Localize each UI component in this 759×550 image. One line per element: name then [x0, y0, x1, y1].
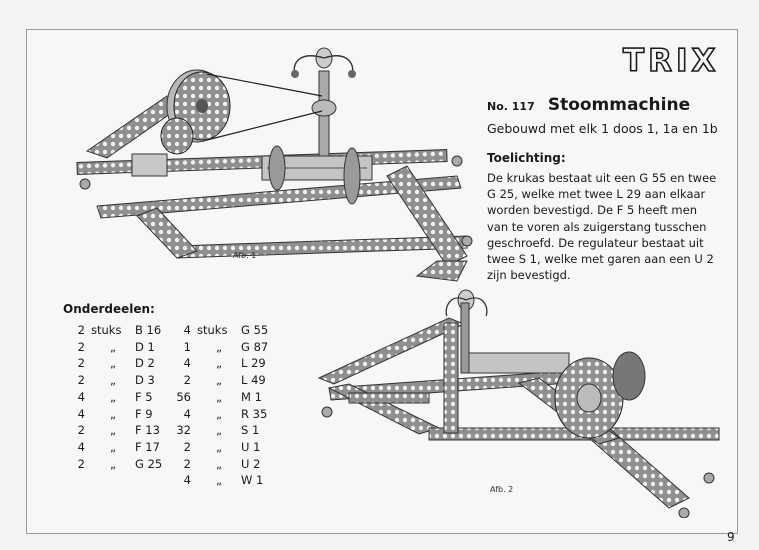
part-code: D 3 — [135, 373, 155, 388]
model-subtitle: Gebouwd met elk 1 doos 1, 1a en 1b — [487, 121, 718, 136]
part-code: G 87 — [241, 339, 269, 354]
part-ditto-mark: „ — [110, 439, 116, 454]
part-code: D 1 — [135, 339, 155, 354]
parts-row — [55, 406, 175, 423]
manual-page — [26, 29, 738, 534]
explanation-text — [487, 170, 717, 283]
part-quantity: 2 — [77, 373, 85, 388]
parts-row — [161, 406, 281, 423]
part-quantity: 4 — [183, 406, 191, 421]
part-quantity: 2 — [183, 373, 191, 388]
parts-row — [161, 472, 281, 489]
part-ditto-mark: „ — [110, 356, 116, 371]
part-ditto-mark: „ — [216, 373, 222, 388]
explanation-heading: Toelichting: — [487, 151, 566, 165]
part-code: F 17 — [135, 439, 160, 454]
part-quantity: 32 — [176, 423, 191, 438]
part-quantity: 2 — [77, 356, 85, 371]
part-quantity: 4 — [183, 473, 191, 488]
part-ditto-mark: „ — [216, 439, 222, 454]
part-code: L 49 — [241, 373, 266, 388]
model-name: Stoommachine — [547, 95, 691, 115]
part-quantity: 1 — [183, 339, 191, 354]
part-unit: stuks — [91, 323, 122, 337]
part-code: U 1 — [241, 439, 261, 454]
figure-1-caption: Afb. 1 — [233, 251, 257, 260]
part-quantity: 2 — [183, 456, 191, 471]
explanation-line: G 25, welke met twee L 29 aan elkaar — [487, 187, 706, 202]
parts-row — [55, 439, 175, 456]
explanation-line: worden bevestigd. De F 5 heeft men — [487, 203, 697, 218]
part-ditto-mark: „ — [110, 406, 116, 421]
part-code: M 1 — [241, 389, 262, 404]
part-code: W 1 — [241, 473, 264, 488]
parts-row — [55, 322, 175, 339]
part-quantity: 2 — [77, 323, 85, 337]
parts-row — [161, 389, 281, 406]
part-code: S 1 — [241, 423, 260, 438]
model-number: No. 117 — [487, 100, 535, 113]
part-ditto-mark: „ — [110, 339, 116, 354]
part-code: F 13 — [135, 423, 160, 438]
part-code: G 25 — [135, 456, 163, 471]
part-code: R 35 — [241, 406, 268, 421]
parts-row — [161, 456, 281, 473]
parts-list-title: Onderdeelen: — [63, 302, 155, 316]
part-ditto-mark: „ — [216, 356, 222, 371]
part-quantity: 2 — [77, 339, 85, 354]
parts-row — [55, 389, 175, 406]
parts-row — [161, 422, 281, 439]
parts-row — [161, 439, 281, 456]
part-ditto-mark: „ — [110, 456, 116, 471]
part-quantity: 4 — [183, 356, 191, 371]
part-quantity: 2 — [77, 423, 85, 438]
part-quantity: 4 — [77, 406, 85, 421]
explanation-line: geschroefd. De regulateur bestaat uit — [487, 235, 704, 250]
page-number: 9 — [727, 530, 735, 544]
part-code: F 5 — [135, 389, 153, 404]
part-code: G 55 — [241, 323, 269, 337]
part-code: L 29 — [241, 356, 266, 371]
parts-row — [161, 372, 281, 389]
part-code: F 9 — [135, 406, 153, 421]
parts-row — [55, 372, 175, 389]
part-ditto-mark: „ — [216, 339, 222, 354]
part-quantity: 4 — [77, 439, 85, 454]
part-unit: stuks — [197, 323, 228, 337]
part-ditto-mark: „ — [110, 423, 116, 438]
parts-row — [161, 339, 281, 356]
part-ditto-mark: „ — [216, 456, 222, 471]
parts-row — [161, 355, 281, 372]
parts-row — [55, 339, 175, 356]
trix-logo: TRIX — [623, 43, 720, 79]
parts-list-column-2 — [161, 322, 281, 489]
part-quantity: 2 — [183, 439, 191, 454]
parts-row — [55, 355, 175, 372]
part-ditto-mark: „ — [216, 473, 222, 488]
part-quantity: 4 — [77, 389, 85, 404]
part-ditto-mark: „ — [110, 373, 116, 388]
part-quantity: 2 — [77, 456, 85, 471]
part-quantity: 4 — [183, 323, 191, 337]
explanation-line: van te voren als zuigerstang tusschen — [487, 219, 707, 234]
explanation-line: zijn bevestigd. — [487, 268, 571, 283]
explanation-line: De krukas bestaat uit een G 55 en twee — [487, 171, 717, 185]
steam-engine-illustration-2 — [289, 288, 729, 518]
parts-row — [161, 322, 281, 339]
part-ditto-mark: „ — [216, 406, 222, 421]
part-ditto-mark: „ — [216, 423, 222, 438]
part-quantity: 56 — [176, 389, 191, 404]
part-ditto-mark: „ — [110, 389, 116, 404]
part-ditto-mark: „ — [216, 389, 222, 404]
parts-row — [55, 456, 175, 473]
part-code: B 16 — [135, 323, 162, 337]
parts-list-column-1 — [55, 322, 175, 472]
figure-2-caption: Afb. 2 — [490, 485, 514, 494]
part-code: D 2 — [135, 356, 155, 371]
steam-engine-illustration-1 — [37, 36, 477, 286]
part-code: U 2 — [241, 456, 261, 471]
model-heading — [487, 95, 690, 115]
parts-row — [55, 422, 175, 439]
explanation-line: twee S 1, welke met garen aan een U 2 — [487, 252, 714, 267]
